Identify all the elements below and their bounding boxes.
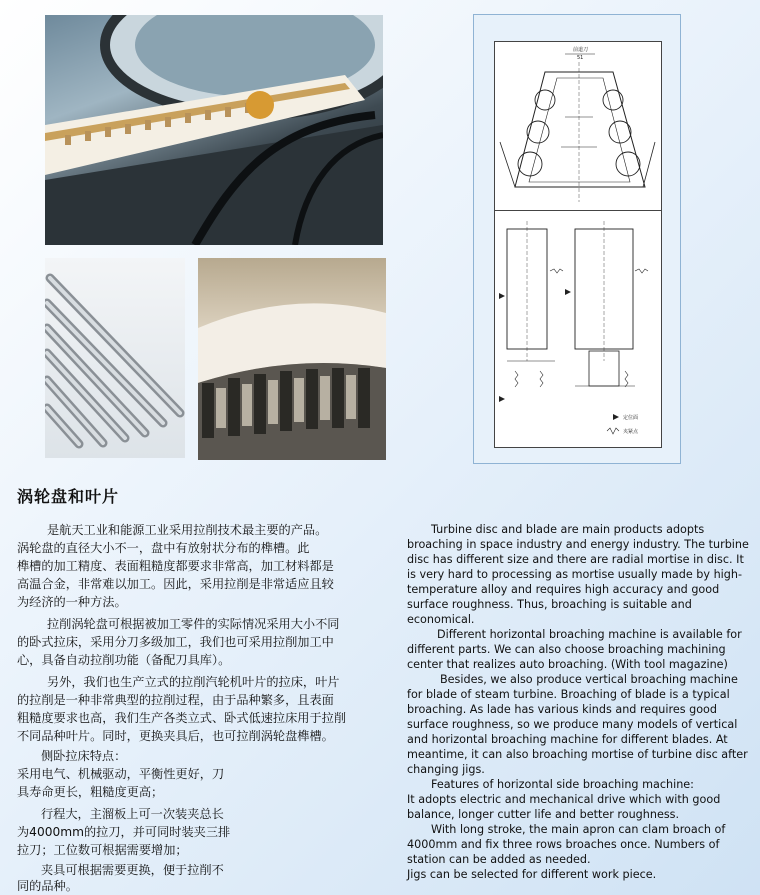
en-feature-3: Jigs can be selected for different work piece. xyxy=(407,868,657,881)
mortise-cross-section-drawing xyxy=(494,41,662,211)
zh-paragraph-3-line-2: 的拉削是一种非常典型的拉削过程，由于品种繁多，且表面 xyxy=(17,693,334,707)
en-paragraph-vertical: Besides, we also produce vertical broaching machine for blade of steam turbine. Broaching of blade is a typical broaching. As lade has various kinds and requires good surface roughness, so we produce many models of vertical and horizontal broaching machine for different blades. At meantime, it can also broaching mortise of turbine disc after changing jigs. xyxy=(407,673,748,776)
zh-feature-1-line-2: 具寿命更长，粗糙度更高； xyxy=(17,785,164,799)
en-paragraph-intro: Turbine disc and blade are main products adopts broaching in space industry and energy industry. The turbine disc has different size and there are radial mortise in disc. It is very hard to processing as mortise usually made by high-temperature alloy and requires high accuracy and good surface roughness. Thus, broaching is suitable and economical. xyxy=(407,523,749,626)
zh-paragraph-2-line-2: 的卧式拉床，采用分刀多级加工，我们也可采用拉削加工中 xyxy=(17,635,334,649)
zh-paragraph-2-line-3: 心，具备自动拉削功能（备配刀具库）。 xyxy=(17,653,231,667)
legend-datum-surface: 定位面 xyxy=(623,415,639,421)
broach-tools-photo xyxy=(45,258,185,458)
zh-paragraph-3-line-4: 不同品种叶片。同时，更换夹具后，也可拉削涡轮盘榫槽。 xyxy=(17,729,334,743)
en-features-heading: Features of horizontal side broaching machine: xyxy=(431,778,694,791)
zh-feature-1-line-1: 采用电气、机械驱动，平衡性更好，刀 xyxy=(17,767,225,781)
en-paragraph-horizontal: Different horizontal broaching machine is available for different parts. We can also choose broaching machining center that realizes auto broaching. (With tool magazine) xyxy=(407,628,742,671)
top-drawing-label: 前道刀 xyxy=(573,47,589,53)
zh-feature-3-line-1: 夹具可根据需要更换，便于拉削不 xyxy=(41,863,224,877)
technical-drawings-panel xyxy=(473,14,681,464)
legend-clamp-point: 夹紧点 xyxy=(623,429,639,435)
zh-paragraph-1-line-2: 涡轮盘的直径大小不一，盘中有放射状分布的榫槽。此 xyxy=(17,541,310,555)
english-text-column xyxy=(407,522,755,882)
turbine-disc-broaching-photo xyxy=(45,15,383,245)
zh-features-heading: 侧卧拉床特点： xyxy=(41,749,127,763)
disc-mortise-closeup-photo xyxy=(198,258,386,460)
zh-feature-2-line-1: 行程大，主溜板上可一次装夹总长 xyxy=(41,807,224,821)
zh-paragraph-3-line-3: 粗糙度要求也高，我们生产各类立式、卧式低速拉床用于拉削 xyxy=(17,711,347,725)
zh-feature-2-line-3: 拉刀；工位数可根据需要增加； xyxy=(17,843,188,857)
top-drawing-number: 51 xyxy=(577,55,584,61)
fixture-layout-drawing xyxy=(494,210,662,448)
zh-paragraph-1-line-1: 是航天工业和能源工业采用拉削技术最主要的产品。 xyxy=(47,523,328,537)
zh-feature-3-line-2: 同的品种。 xyxy=(17,879,78,893)
zh-paragraph-1-line-3: 榫槽的加工精度、表面粗糙度都要求非常高，加工材料都是 xyxy=(17,559,334,573)
zh-paragraph-1-line-4: 高温合金，非常难以加工。因此，采用拉削是非常适应且较 xyxy=(17,577,334,591)
section-title: 涡轮盘和叶片 xyxy=(17,487,120,506)
en-feature-1: It adopts electric and mechanical drive which with good balance, longer cutter life and better roughness. xyxy=(407,793,721,821)
zh-paragraph-2-line-1: 拉削涡轮盘可根据被加工零件的实际情况采用大小不同 xyxy=(47,617,340,631)
zh-paragraph-3-line-1: 另外，我们也生产立式的拉削汽轮机叶片的拉床，叶片 xyxy=(47,675,340,689)
en-feature-2: With long stroke, the main apron can clam broach of 4000mm and fix three rows broaches once. Numbers of station can be added as needed. xyxy=(407,823,726,866)
zh-feature-2-line-2: 为4000mm的拉刀，并可同时装夹三排 xyxy=(17,825,231,839)
zh-paragraph-1-line-5: 为经济的一种方法。 xyxy=(17,595,127,609)
